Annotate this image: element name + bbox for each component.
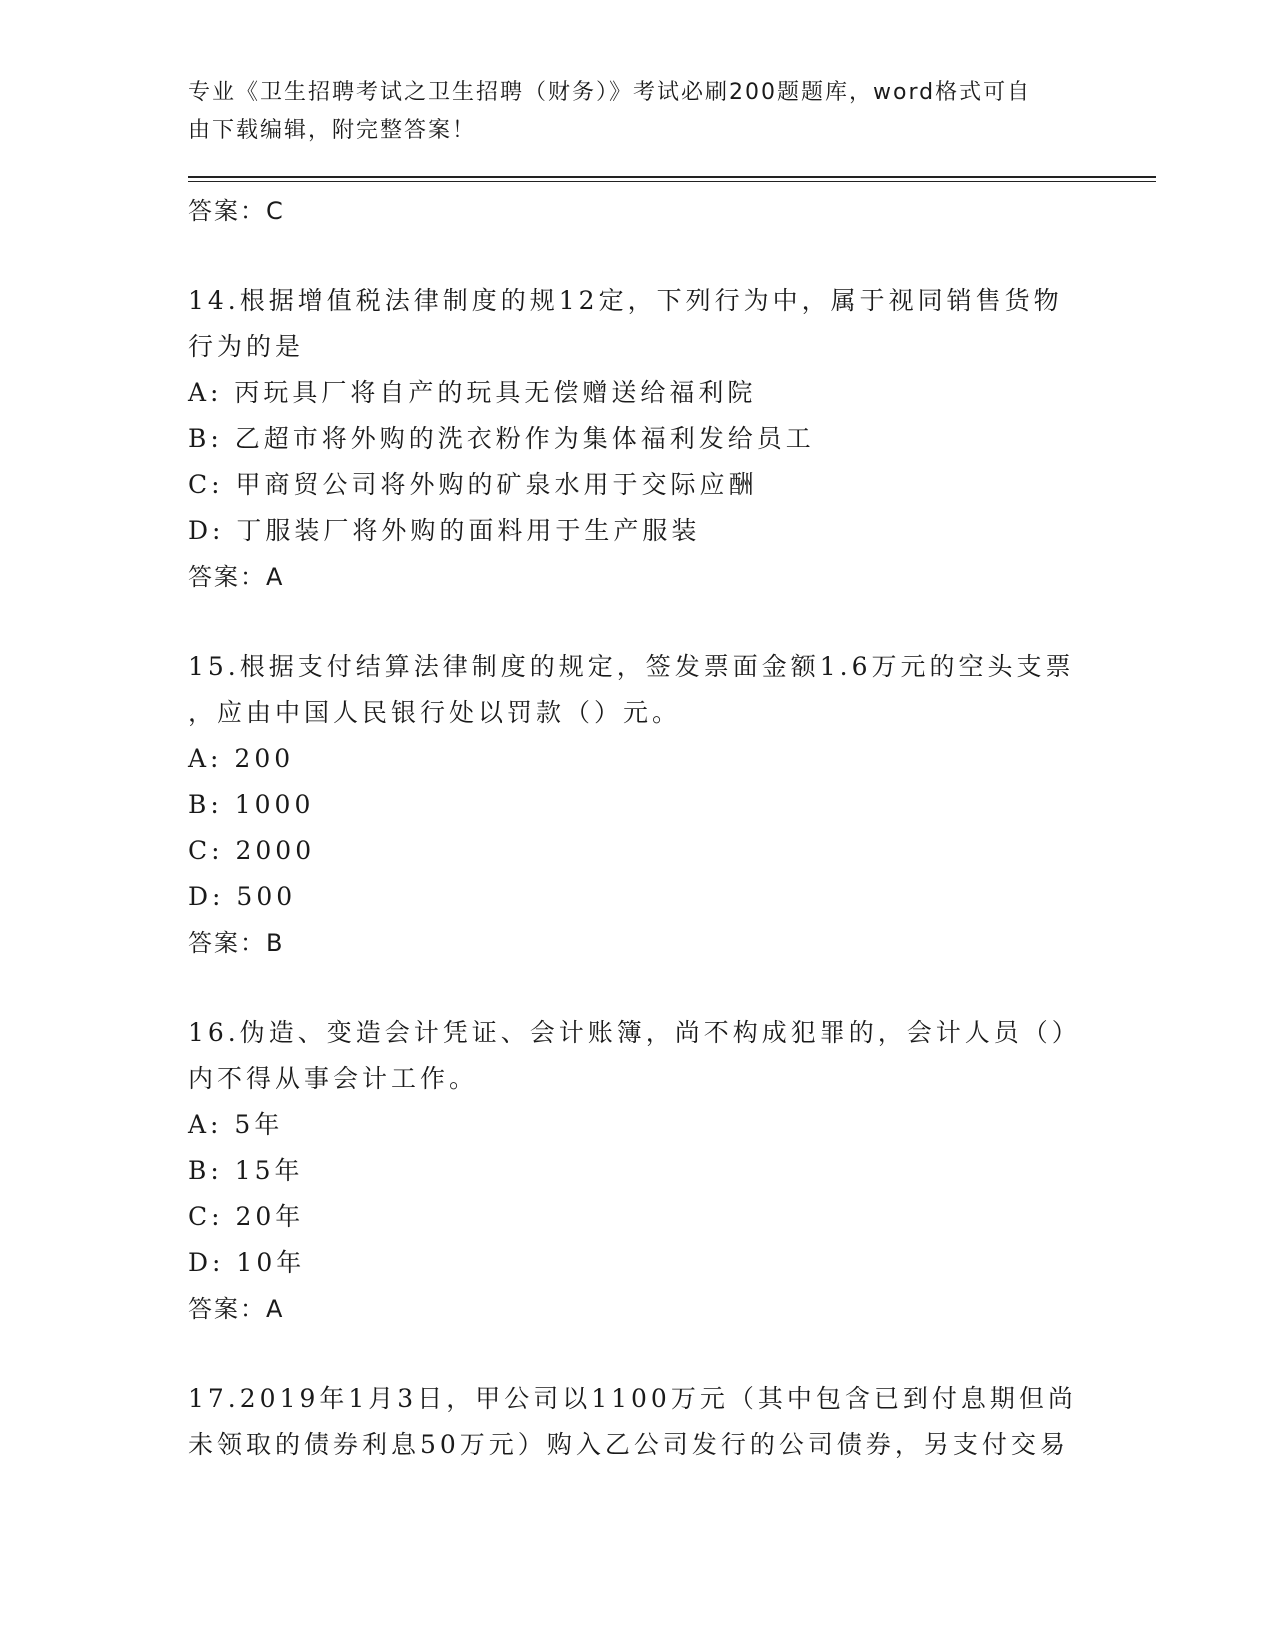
- option-b: B: 1000: [188, 790, 315, 819]
- question-text-line: 17.2019年1月3日，甲公司以1100万元（其中包含已到付息期但尚: [188, 1384, 1077, 1413]
- question-block: [188, 1376, 1088, 1468]
- answer-line: 答案：A: [188, 563, 285, 591]
- option-a: A: 丙玩具厂将自产的玩具无偿赠送给福利院: [188, 378, 757, 407]
- option-d: D: 10年: [188, 1248, 306, 1277]
- question-text-line: 行为的是: [188, 332, 305, 361]
- option-c: C: 2000: [188, 836, 316, 865]
- header-line-2: 由下载编辑，附完整答案！: [188, 118, 477, 143]
- spacer: [188, 1332, 1088, 1376]
- option-b: B: 15年: [188, 1156, 304, 1185]
- question-block: [188, 1010, 1088, 1332]
- answer-line: 答案：C: [188, 197, 285, 225]
- header-divider-thin: [188, 181, 1156, 182]
- option-d: D: 500: [188, 882, 297, 911]
- option-b: B: 乙超市将外购的洗衣粉作为集体福利发给员工: [188, 424, 815, 453]
- question-text-line: ，应由中国人民银行处以罚款（）元。: [188, 698, 682, 727]
- spacer: [188, 600, 1088, 644]
- question-text-line: 14.根据增值税法律制度的规12定，下列行为中，属于视同销售货物: [188, 286, 1063, 315]
- question-text-line: 15.根据支付结算法律制度的规定，签发票面金额1.6万元的空头支票: [188, 652, 1075, 681]
- document-header: [188, 74, 1068, 150]
- header-line-1: 专业《卫生招聘考试之卫生招聘（财务）》考试必刷200题题库，word格式可自: [188, 80, 1032, 105]
- answer-line: 答案：B: [188, 929, 285, 957]
- question-block: [188, 644, 1088, 966]
- question-text-line: 16.伪造、变造会计凭证、会计账簿，尚不构成犯罪的，会计人员（）: [188, 1018, 1081, 1047]
- spacer: [188, 234, 1088, 278]
- answer-line: 答案：A: [188, 1295, 285, 1323]
- option-a: A: 200: [188, 744, 295, 773]
- question-text-line: 内不得从事会计工作。: [188, 1064, 479, 1093]
- option-c: C: 20年: [188, 1202, 305, 1231]
- option-c: C: 甲商贸公司将外购的矿泉水用于交际应酬: [188, 470, 758, 499]
- header-divider-thick: [188, 176, 1156, 178]
- option-d: D: 丁服装厂将外购的面料用于生产服装: [188, 516, 701, 545]
- document-body: [188, 188, 1088, 1468]
- question-block: [188, 278, 1088, 600]
- question-text-line: 未领取的债券利息50万元）购入乙公司发行的公司债券，另支付交易: [188, 1430, 1069, 1459]
- spacer: [188, 966, 1088, 1010]
- option-a: A: 5年: [188, 1110, 284, 1139]
